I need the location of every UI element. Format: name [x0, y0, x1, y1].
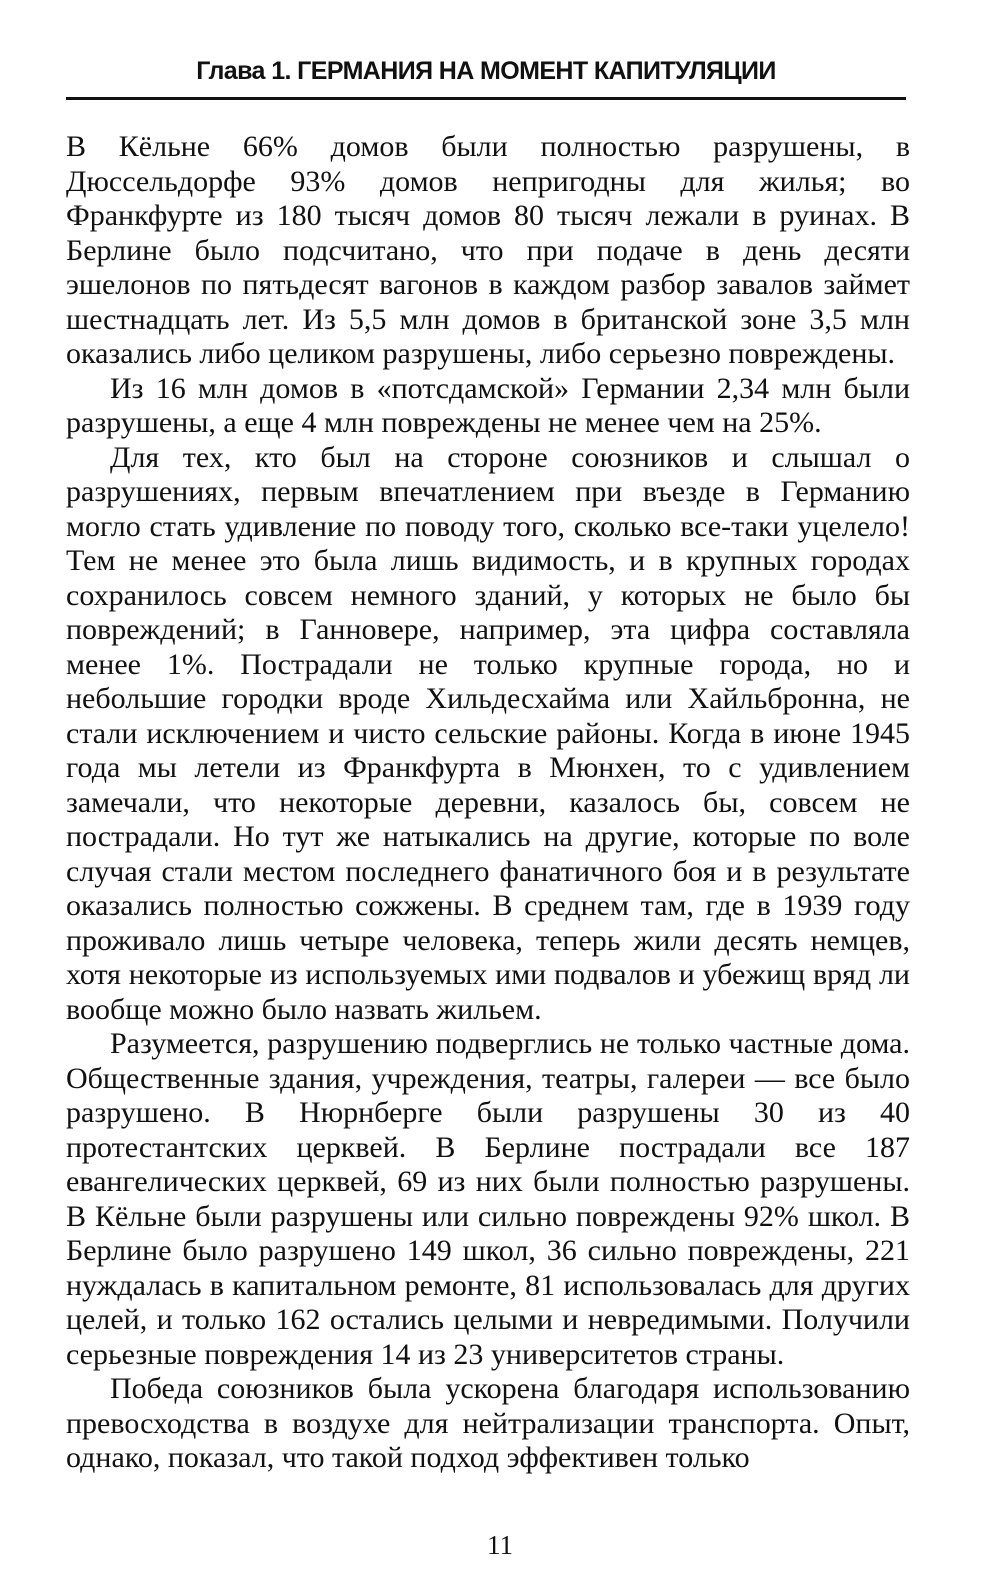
paragraph-1: В Кёльне 66% домов были полностью разрушены, в Дюссельдорфе 93% домов непригодны для жилья; во Франкфурте из 180 тысяч домов 80 тысяч лежали в руинах. В Берлине было подсчитано, что при подаче в день десяти эшелонов по пятьдесят вагонов в каждом разбор завалов займет шестнадцать лет. Из 5,5 млн домов в британской зоне 3,5 млн оказались либо целиком разрушены, либо серьезно повреждены. — [66, 130, 910, 370]
header-rule — [66, 97, 906, 100]
page-number: 11 — [487, 1530, 513, 1560]
running-head: Глава 1. ГЕРМАНИЯ НА МОМЕНТ КАПИТУЛЯЦИИ — [196, 57, 776, 85]
paragraph-5: Победа союзников была ускорена благодаря использованию превосходства в воздухе для нейтрализации транспорта. Опыт, однако, показал, что такой подход эффективен только — [66, 1372, 910, 1474]
paragraph-2: Из 16 млн домов в «потсдамской» Германии 2,34 млн были разрушены, а еще 4 млн повреждены не менее чем на 25%. — [66, 371, 910, 439]
body-text — [66, 130, 910, 1476]
paragraph-4: Разумеется, разрушению подверглись не только частные дома. Общественные здания, учреждения, театры, галереи — все было разрушено. В Нюрнберге были разрушены 30 из 40 протестантских церквей. В Берлине пострадали все 187 евангелических церквей, 69 из них были полностью разрушены. В Кёльне были разрушены или сильно повреждены 92% школ. В Берлине было разрушено 149 школ, 36 сильно повреждены, 221 нуждалась в капитальном ремонте, 81 использовалась для других целей, и только 162 остались целыми и невредимыми. Получили серьезные повреждения 14 из 23 университетов страны. — [66, 1027, 910, 1371]
paragraph-3: Для тех, кто был на стороне союзников и слышал о разрушениях, первым впечатлением при въезде в Германию могло стать удивление по поводу того, сколько все-таки уцелело! Тем не менее это была лишь видимость, и в крупных городах сохранилось совсем немного зданий, у которых не было бы повреждений; в Ганновере, например, эта цифра составляла менее 1%. Пострадали не только крупные города, но и небольшие городки вроде Хильдесхайма или Хайльбронна, не стали исключением и чисто сельские районы. Когда в июне 1945 года мы летели из Франкфурта в Мюнхен, то с удивлением замечали, что некоторые деревни, казалось бы, совсем не пострадали. Но тут же натыкались на другие, которые по воле случая стали местом последнего фанатичного боя и в результате оказались полностью сожжены. В среднем там, где в 1939 году проживало лишь четыре человека, теперь жили десять немцев, хотя некоторые из используемых ими подвалов и убежищ вряд ли вообще можно было назвать жильем. — [66, 440, 910, 1026]
